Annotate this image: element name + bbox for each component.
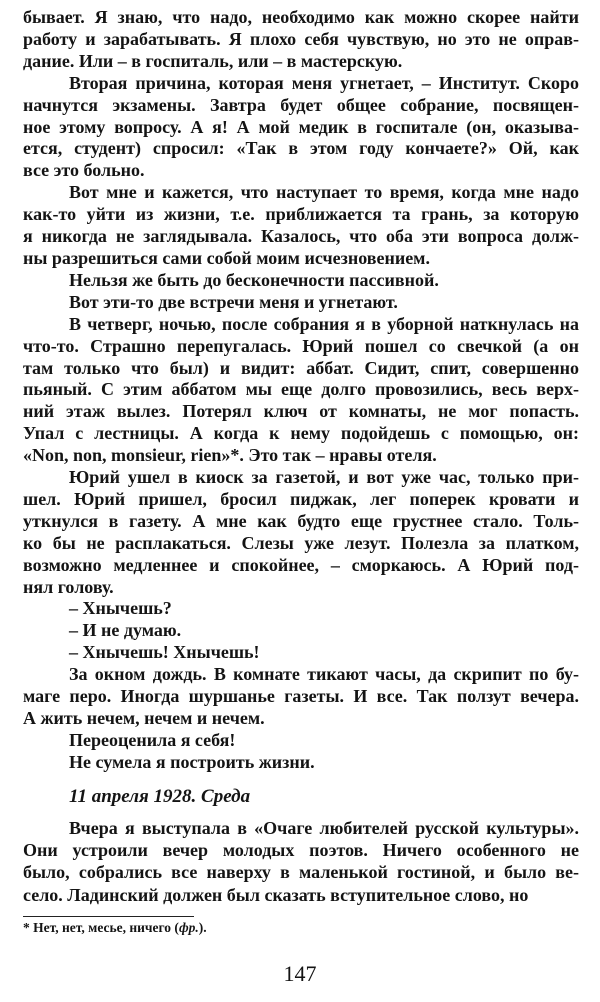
text-line: как-то уйти из жизни, т.е. приближается та грань, за которую xyxy=(23,204,579,225)
paragraph xyxy=(23,817,579,906)
text-line: А жить нечем, нечем и нечем. xyxy=(23,708,265,728)
text-line: там только что был) и видит: аббат. Сидит, спит, совершенно xyxy=(23,357,579,378)
text-line: «Non, non, monsieur, rien»*. Это так – нравы отеля. xyxy=(23,445,437,466)
diary-date-heading: 11 апреля 1928. Среда xyxy=(69,786,251,807)
paragraph xyxy=(23,664,579,730)
text-line: нял голову. xyxy=(23,576,114,597)
text-line: Нельзя же быть до бесконечности пассивной. xyxy=(69,269,439,290)
paragraph xyxy=(23,730,579,752)
text-line: Вчера я выступала в «Очаге любителей русской культуры». xyxy=(69,818,579,838)
paragraph xyxy=(23,270,579,292)
paragraph xyxy=(23,7,579,73)
footnote: * Нет, нет, месье, ничего (фр.). xyxy=(23,920,207,935)
text-line: село. Ладинский должен был сказать вступительное слово, но xyxy=(23,884,529,905)
text-line: Не сумела я построить жизни. xyxy=(69,751,315,772)
text-line: ется, студент) спросил: «Так в этом году кончаете?» Ой, как xyxy=(23,138,579,159)
page-number: 147 xyxy=(283,961,317,986)
text-line: бывает. Я знаю, что надо, необходимо как можно скорее найти xyxy=(23,7,579,27)
text-line: В четверг, ночью, после собрания я в уборной наткнулась на xyxy=(69,313,579,334)
text-line: ний этаж вылез. Потерял ключ от комнаты, не мог попасть. xyxy=(23,401,579,422)
text-line: работу и зарабатывать. Я плохо себя чувствую, но это не оправ- xyxy=(23,28,579,49)
text-line: уткнулся в газету. А мне как будто еще грустнее стало. Толь- xyxy=(23,510,579,531)
paragraph xyxy=(23,467,579,598)
paragraph xyxy=(23,642,579,664)
text-line: что-то. Страшно перепугалась. Юрий пошел со свечкой (а он xyxy=(23,335,579,356)
text-line: – И не думаю. xyxy=(69,620,182,641)
paragraph xyxy=(23,598,579,620)
text-line: Юрий ушел в киоск за газетой, и вот уже час, только при- xyxy=(69,467,579,488)
text-line: шел. Юрий пришел, бросил пиджак, лег поперек кровати и xyxy=(23,488,579,509)
text-line: возможно медленнее и спокойнее, – сморкаюсь. А Юрий под- xyxy=(23,554,579,575)
text-line: Вот эти-то две встречи меня и угнетают. xyxy=(69,291,398,312)
text-line: пьяный. С этим аббатом мы еще долго провозились, весь верх- xyxy=(23,379,579,400)
text-line: Вот мне и кажется, что наступает то время, когда мне надо xyxy=(69,182,579,203)
text-line: Переоценила я себя! xyxy=(69,729,236,750)
text-line: Вторая причина, которая меня угнетает, – Институт. Скоро xyxy=(69,72,579,93)
paragraph xyxy=(23,314,579,467)
paragraph xyxy=(23,182,579,270)
text-line: – Хнычешь? xyxy=(69,598,172,619)
paragraph xyxy=(23,292,579,314)
text-line: За окном дождь. В комнате тикают часы, да скрипит по бу- xyxy=(69,664,579,685)
paragraph xyxy=(23,752,579,774)
text-line: Упал с лестницы. А когда к нему подойдешь с помощью, он: xyxy=(23,423,579,444)
body-text-continued xyxy=(23,817,579,906)
text-line: ко бы не расплакаться. Слезы уже лезут. Полезла за платком, xyxy=(23,532,579,553)
text-line: ны разрешиться сами собой моим исчезновением. xyxy=(23,247,430,268)
footnote-divider xyxy=(23,916,194,917)
text-line: ное этому вопросу. А я! А мой медик в госпитале (он, оказыва- xyxy=(23,116,579,137)
text-line: – Хнычешь! Хнычешь! xyxy=(69,642,260,663)
text-line: я никогда не заглядывала. Казалось, что оба эти вопроса долж- xyxy=(23,226,579,247)
text-line: все это больно. xyxy=(23,160,145,181)
body-text xyxy=(23,7,579,774)
paragraph xyxy=(23,620,579,642)
paragraph xyxy=(23,73,579,183)
text-line: дание. Или – в госпиталь, или – в мастерскую. xyxy=(23,50,403,71)
text-line: Они устроили вечер молодых поэтов. Ничего особенного не xyxy=(23,840,579,861)
text-line: было, собрались все наверху в маленькой гостиной, и было ве- xyxy=(23,862,579,883)
text-line: маге перо. Иногда шуршанье газеты. И все. Так ползут вечера. xyxy=(23,686,579,707)
text-line: начнутся экзамены. Завтра будет общее собрание, посвящен- xyxy=(23,94,579,115)
